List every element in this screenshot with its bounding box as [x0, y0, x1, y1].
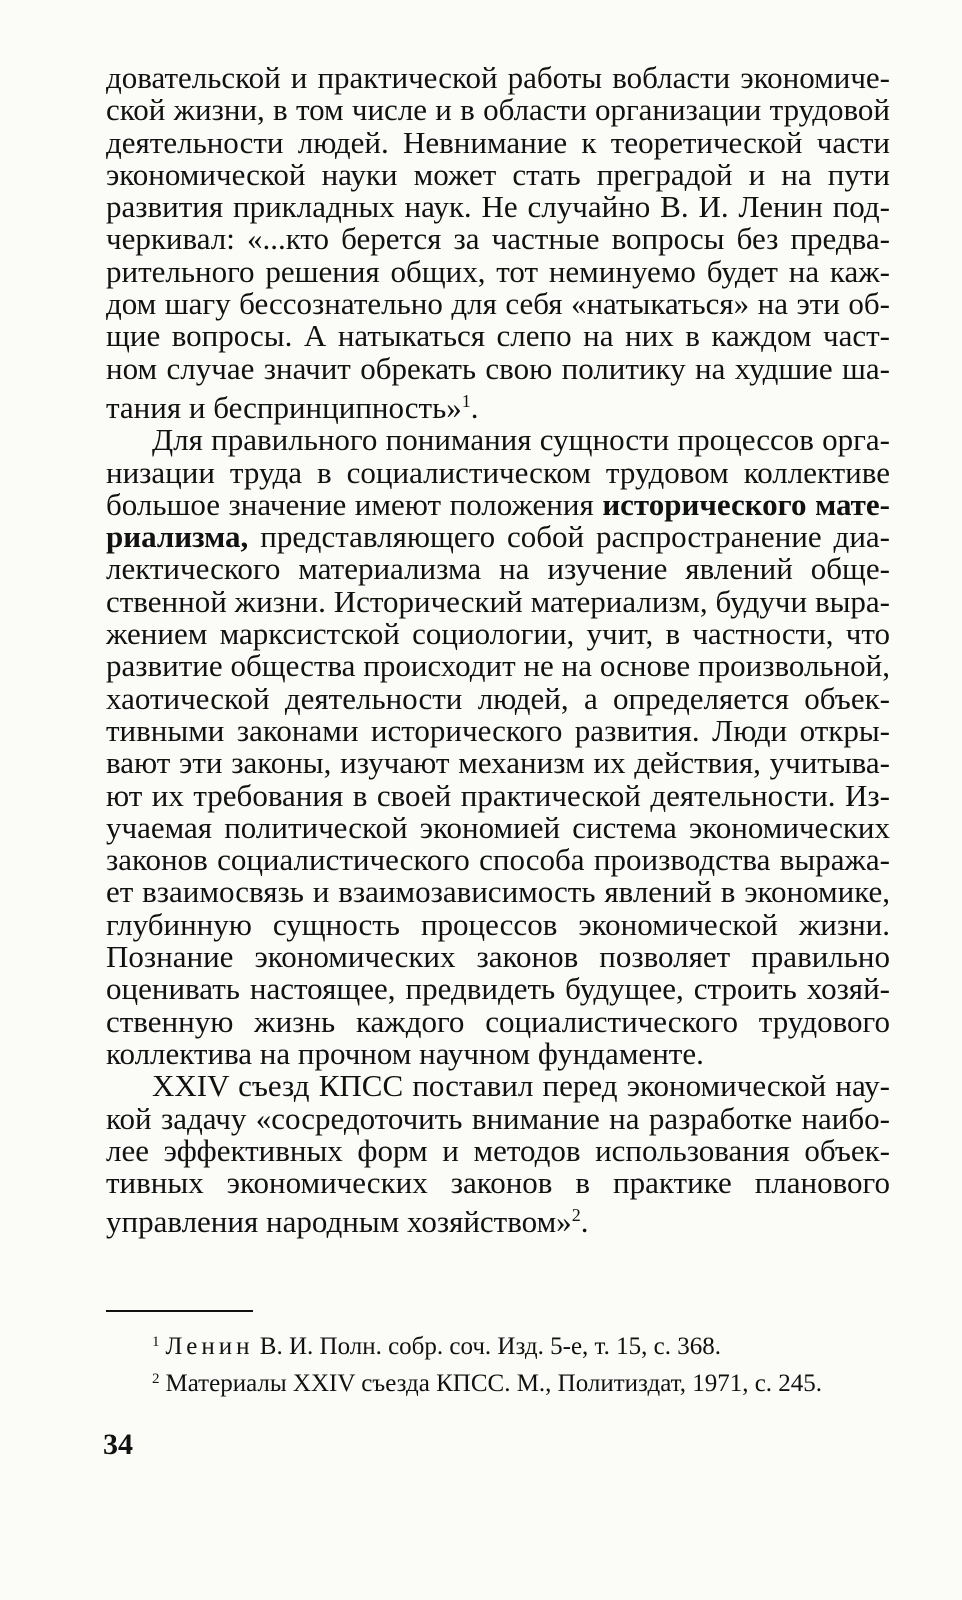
footnote-ref-1: 1 [461, 390, 471, 411]
bold-term: исторического материализма, [106, 486, 890, 555]
footnote-author: Ленин [165, 1333, 254, 1360]
paragraph-2: Для правильного понимания сущности процессов организации труда в социалистическом трудовом коллективе большое значение имеют положения исторического материализма, представляющего собой распространение диалектического материализма на изучение явлений общественной жизни. Исторический материализм, будучи выражением марксистской социологии, учит, в частности, что развитие общества происходит не на основе произвольной, хаотической деятельности людей, а определяется объективными законами исторического развития. Люди открывают эти законы, изучают механизм их действия, учитывают их требования в своей практической деятельности. Изучаемая политической экономией система экономических законов социалистического способа производства выражает взаимосвязь и взаимозависимость явлений в экономике, глубинную сущность процессов экономической жизни. Познание экономических законов позволяет правильно оценивать настоящее, предвидеть будущее, строить хозяйственную жизнь каждого социалистического трудового коллектива на прочном научном фундаменте. [106, 422, 890, 1071]
paragraph-1: довательской и практической работы вобласти экономической жизни, в том числе и в области организации трудовой деятельности людей. Невнимание к теоретической части экономической науки может стать преградой и на пути развития прикладных наук. Не случайно В. И. Ленин подчеркивал: «...кто берется за частные вопросы без предварительного решения общих, тот неминуемо будет на каждом шагу бессознательно для себя «натыкаться» на эти общие вопросы. А натыкаться слепо на них в каждом частном случае значит обрекать свою политику на худшие шатания и беспринципность»$^1$. [106, 60, 890, 425]
paragraph-3: XXIV съезд КПСС поставил перед экономической наукой задачу «сосредоточить внимание на разработке наиболее эффективных форм и методов использования объективных экономических законов в практике планового управления народным хозяйством»$^2$. [106, 1068, 890, 1240]
footnotes [106, 1326, 890, 1400]
page-number: 34 [103, 1428, 133, 1461]
footnote-mark: 2 [152, 1371, 160, 1387]
footnote-ref-2: 2 [571, 1205, 581, 1226]
footnote-mark: 1 [152, 1334, 160, 1350]
body-text [106, 62, 890, 1239]
footnote-2: $^2$ Материалы XXIV съезда КПСС. М., Политиздат, 1971, с. 245. [152, 1370, 823, 1397]
footnote-1: $^1$ Ленин В. И. Полн. собр. соч. Изд. 5-е, т. 15, с. 368. [152, 1333, 721, 1360]
footnote-divider [106, 1310, 253, 1312]
